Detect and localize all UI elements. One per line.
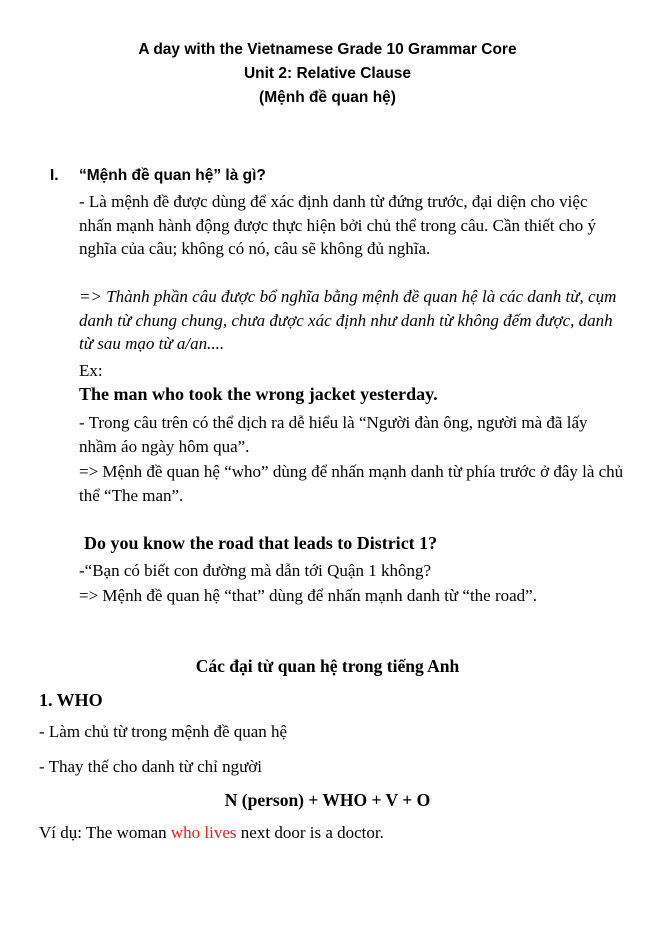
example1-sentence: The man who took the wrong jacket yesterday. [79, 384, 438, 404]
who-example [39, 823, 384, 843]
example-label: Ex: [79, 361, 103, 380]
section-title: “Mệnh đề quan hệ” là gì? [79, 167, 266, 184]
pronouns-heading: Các đại từ quan hệ trong tiếng Anh [195, 656, 460, 676]
example1-translation: - Trong câu trên có thể dịch ra dễ hiểu là “Người đàn ông, người mà đã lấy nhầm áo ngày hôm qua”. [79, 413, 588, 456]
note-paragraph: => Thành phần câu được bổ nghĩa bằng mệnh đề quan hệ là các danh từ, cụm danh từ chung chung, chưa được xác định như danh từ không đếm được, danh từ sau mạo từ a/an.... [79, 287, 617, 353]
who-formula: N (person) + WHO + V + O [224, 790, 431, 810]
who-example-highlight: who lives [170, 823, 237, 842]
who-example-suffix: next door is a doctor. [236, 823, 384, 842]
example2-sentence: Do you know the road that leads to District 1? [84, 533, 438, 553]
document-header [0, 38, 655, 110]
example1-explanation: => Mệnh đề quan hệ “who” dùng để nhấn mạnh danh từ phía trước ở đây là chủ thể “The man”. [79, 462, 624, 505]
header-title: A day with the Vietnamese Grade 10 Grammar Core [138, 41, 517, 58]
section-number: I. [50, 167, 59, 184]
header-subtitle: (Mệnh đề quan hệ) [259, 89, 396, 106]
who-example-prefix: Ví dụ: The woman [39, 823, 171, 842]
example2-translation: -“Bạn có biết con đường mà dẫn tới Quận 1 không? [79, 561, 431, 580]
section-heading [50, 167, 266, 185]
example2-explanation: => Mệnh đề quan hệ “that” dùng để nhấn mạnh danh từ “the road”. [79, 586, 537, 605]
who-point-1: - Làm chủ từ trong mệnh đề quan hệ [39, 722, 288, 741]
definition-paragraph: - Là mệnh đề được dùng để xác định danh từ đứng trước, đại diện cho việc nhấn mạnh hành động được thực hiện bởi chủ thể trong câu. Cần thiết cho ý nghĩa của câu; không có nó, câu sẽ không đủ nghĩa. [79, 192, 597, 258]
header-unit: Unit 2: Relative Clause [243, 65, 412, 82]
who-title: 1. WHO [39, 690, 103, 710]
who-point-2: - Thay thế cho danh từ chỉ người [39, 757, 263, 776]
